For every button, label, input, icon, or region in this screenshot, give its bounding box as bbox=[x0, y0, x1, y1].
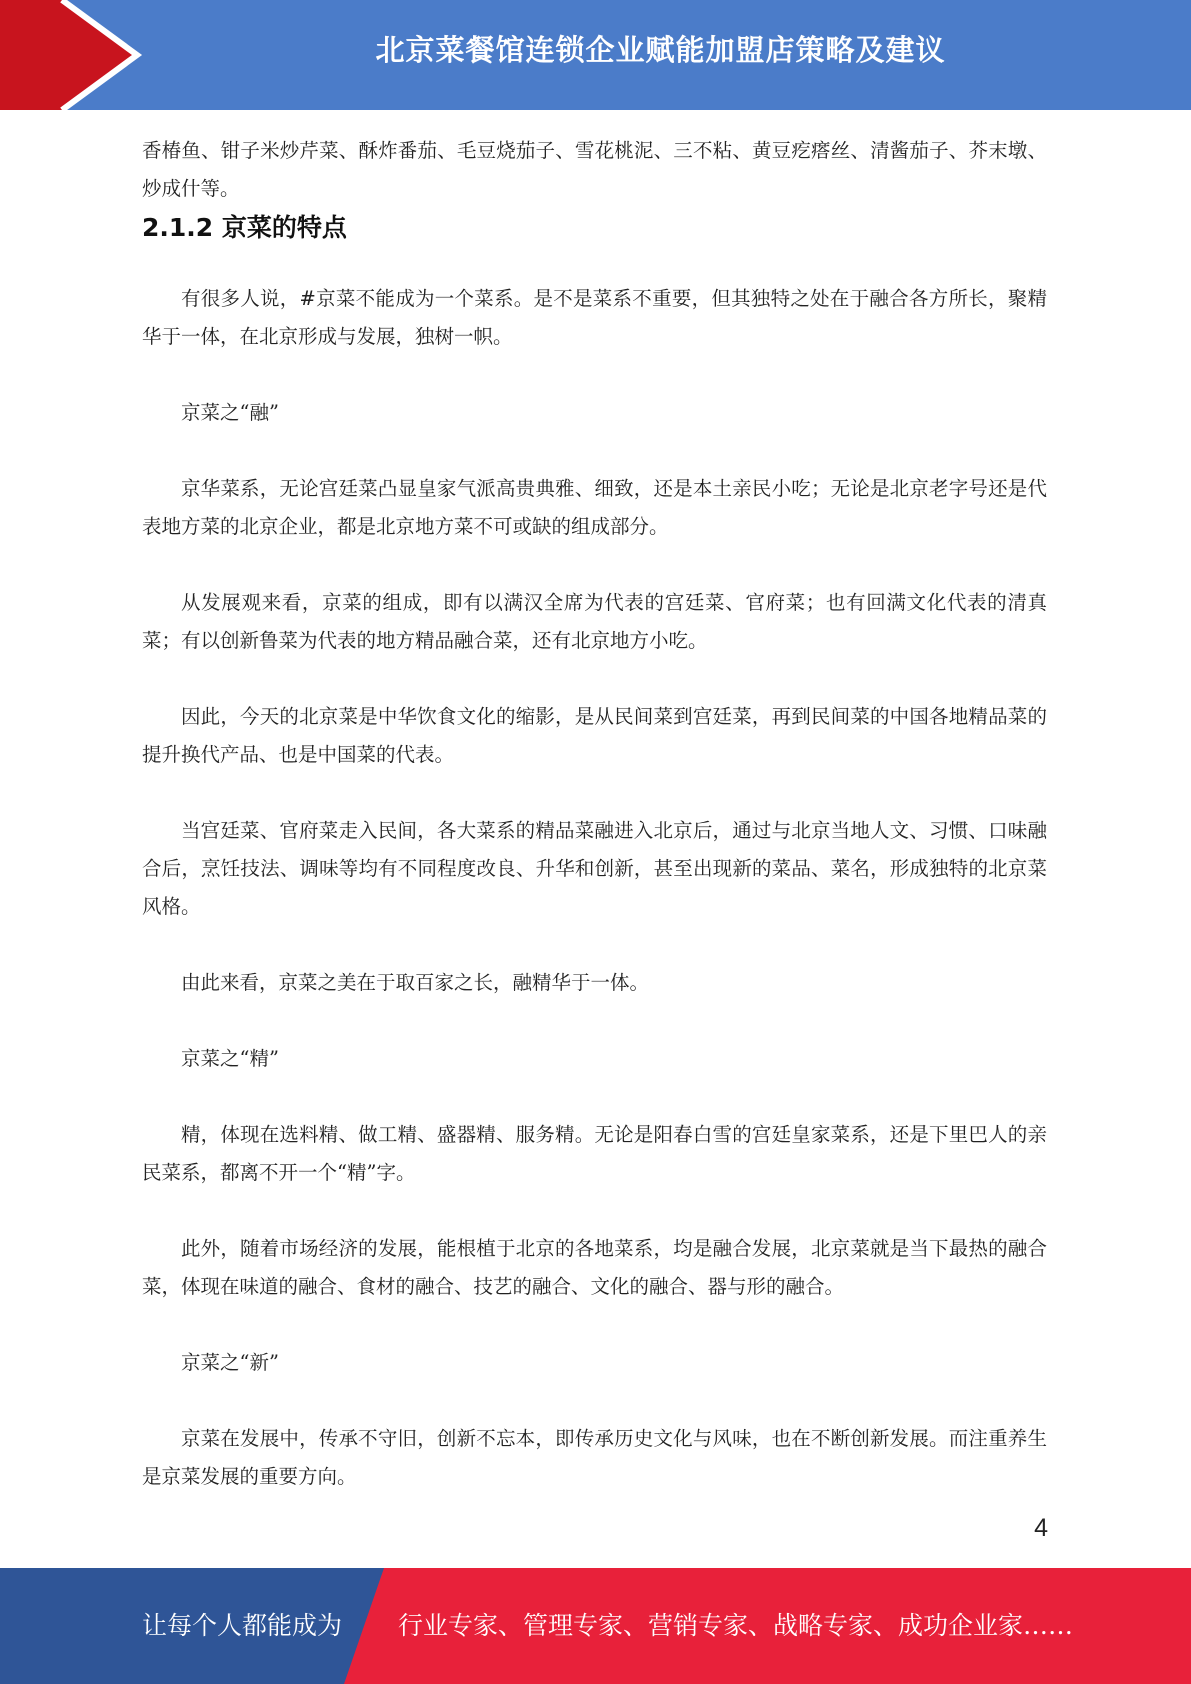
intro-continuation: 香椿鱼、钳子米炒芹菜、酥炸番茄、毛豆烧茄子、雪花桃泥、三不粘、黄豆疙瘩丝、清酱茄子、芥末墩、炒成什等。 bbox=[142, 139, 1047, 200]
paragraph: 当宫廷菜、官府菜走入民间，各大菜系的精品菜融进入北京后，通过与北京当地人文、习惯、口味融合后，烹饪技法、调味等均有不同程度改良、升华和创新，甚至出现新的菜品、菜名，形成独特的北京菜风格。 bbox=[142, 819, 1047, 918]
paragraph: 由此来看，京菜之美在于取百家之长，融精华于一体。 bbox=[181, 971, 650, 994]
paragraph: 从发展观来看，京菜的组成，即有以满汉全席为代表的宫廷菜、官府菜；也有回满文化代表的清真菜；有以创新鲁菜为代表的地方精品融合菜，还有北京地方小吃。 bbox=[142, 591, 1047, 652]
section-heading: 2.1.2 京菜的特点 bbox=[142, 213, 347, 242]
subheading-xin: 京菜之“新” bbox=[181, 1351, 279, 1374]
paragraph: 因此，今天的北京菜是中华饮食文化的缩影，是从民间菜到宫廷菜，再到民间菜的中国各地精品菜的提升换代产品、也是中国菜的代表。 bbox=[142, 705, 1047, 766]
document-body bbox=[142, 132, 1047, 1496]
paragraph: 京华菜系，无论宫廷菜凸显皇家气派高贵典雅、细致，还是本土亲民小吃；无论是北京老字号还是代表地方菜的北京企业，都是北京地方菜不可或缺的组成部分。 bbox=[142, 477, 1047, 538]
paragraph: 京菜在发展中，传承不守旧，创新不忘本，即传承历史文化与风味，也在不断创新发展。而注重养生是京菜发展的重要方向。 bbox=[142, 1427, 1047, 1488]
subheading-jing: 京菜之“精” bbox=[181, 1047, 279, 1070]
paragraph: 精，体现在选料精、做工精、盛器精、服务精。无论是阳春白雪的宫廷皇家菜系，还是下里巴人的亲民菜系，都离不开一个“精”字。 bbox=[142, 1123, 1047, 1184]
document-title: 北京菜餐馆连锁企业赋能加盟店策略及建议 bbox=[375, 33, 946, 67]
paragraph: 此外，随着市场经济的发展，能根植于北京的各地菜系，均是融合发展，北京菜就是当下最热的融合菜，体现在味道的融合、食材的融合、技艺的融合、文化的融合、器与形的融合。 bbox=[142, 1237, 1047, 1298]
red-arrow-shape bbox=[0, 0, 137, 110]
footer-slogan-left: 让每个人都能成为 bbox=[142, 1611, 343, 1640]
subheading-rong: 京菜之“融” bbox=[181, 401, 279, 424]
page-number: 4 bbox=[1034, 1514, 1048, 1542]
footer-slogan-right: 行业专家、管理专家、营销专家、战略专家、成功企业家…… bbox=[398, 1611, 1074, 1640]
header-arrow-decoration bbox=[0, 0, 150, 110]
paragraph: 有很多人说，#京菜不能成为一个菜系。是不是菜系不重要，但其独特之处在于融合各方所长，聚精华于一体，在北京形成与发展，独树一帜。 bbox=[142, 287, 1047, 348]
page-footer bbox=[0, 1568, 1191, 1684]
page-header bbox=[0, 0, 1191, 110]
